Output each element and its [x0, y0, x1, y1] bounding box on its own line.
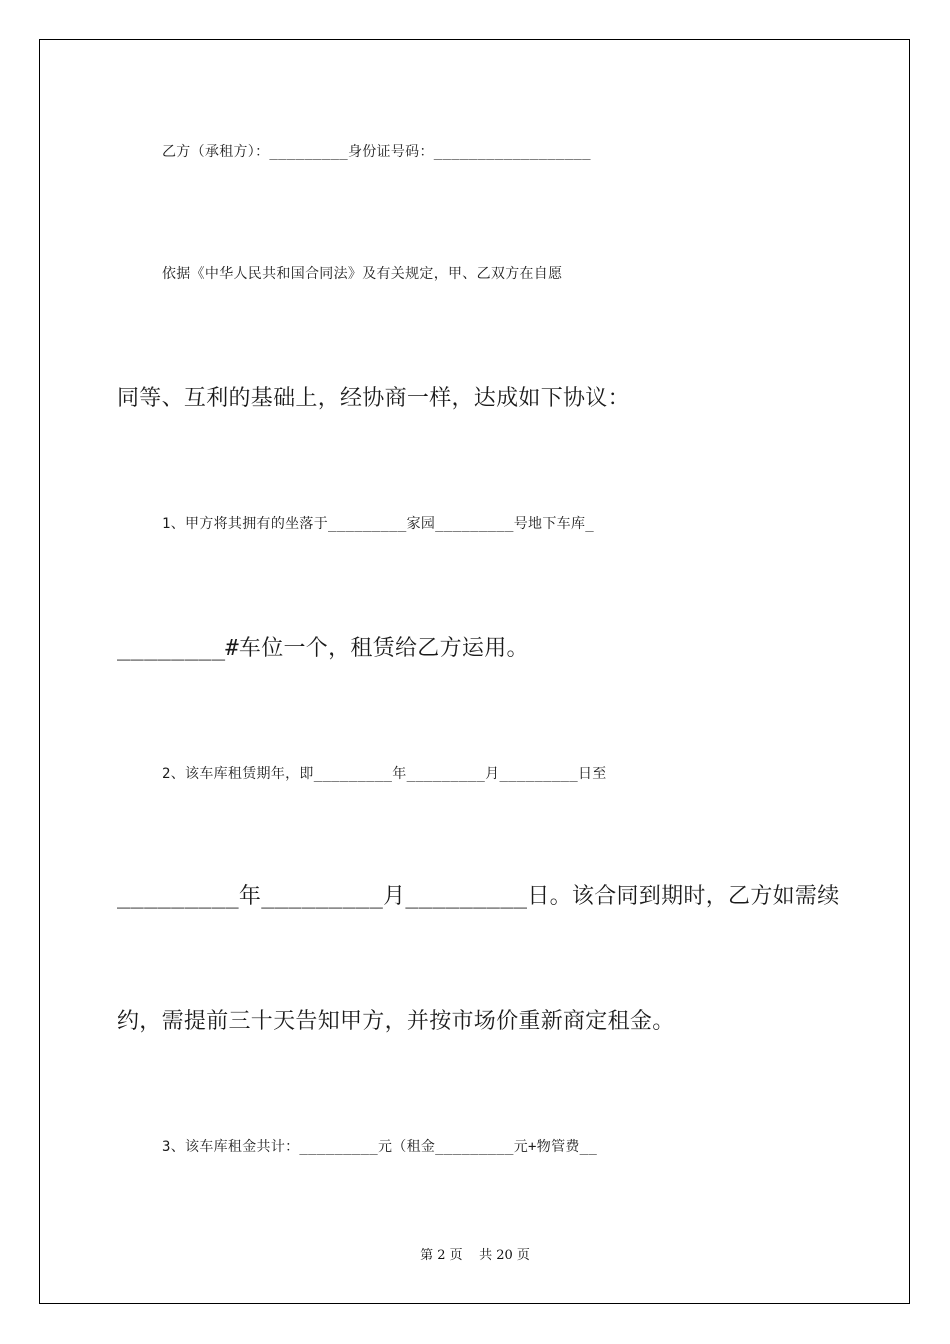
text-line-intro: 依据《中华人民共和国合同法》及有关规定，甲、乙双方在自愿 — [162, 266, 563, 282]
text-line-clause-2-cont: _________年_________月_________日。该合同到期时，乙方如需续 — [117, 884, 840, 909]
text-line-intro-cont: 同等、互利的基础上，经协商一样，达成如下协议： — [117, 386, 630, 411]
text-line-clause-2: 2、该车库租赁期年，即_________年_________月_________日至 — [162, 766, 607, 782]
text-line-clause-3: 3、该车库租金共计：_________元（租金_________元+物管费__ — [162, 1139, 598, 1155]
text-line-clause-1-cont: ________#车位一个，租赁给乙方运用。 — [117, 636, 529, 661]
text-line-clause-2-cont2: 约，需提前三十天告知甲方，并按市场价重新商定租金。 — [117, 1009, 675, 1034]
page-number-footer: 第 2 页 共 20 页 — [420, 1248, 530, 1263]
text-line-party-b: 乙方（承租方）：_________身份证号码：__________________ — [162, 144, 591, 160]
text-line-clause-1: 1、甲方将其拥有的坐落于_________家园_________号地下车库_ — [162, 516, 594, 532]
page-frame — [39, 39, 910, 1304]
